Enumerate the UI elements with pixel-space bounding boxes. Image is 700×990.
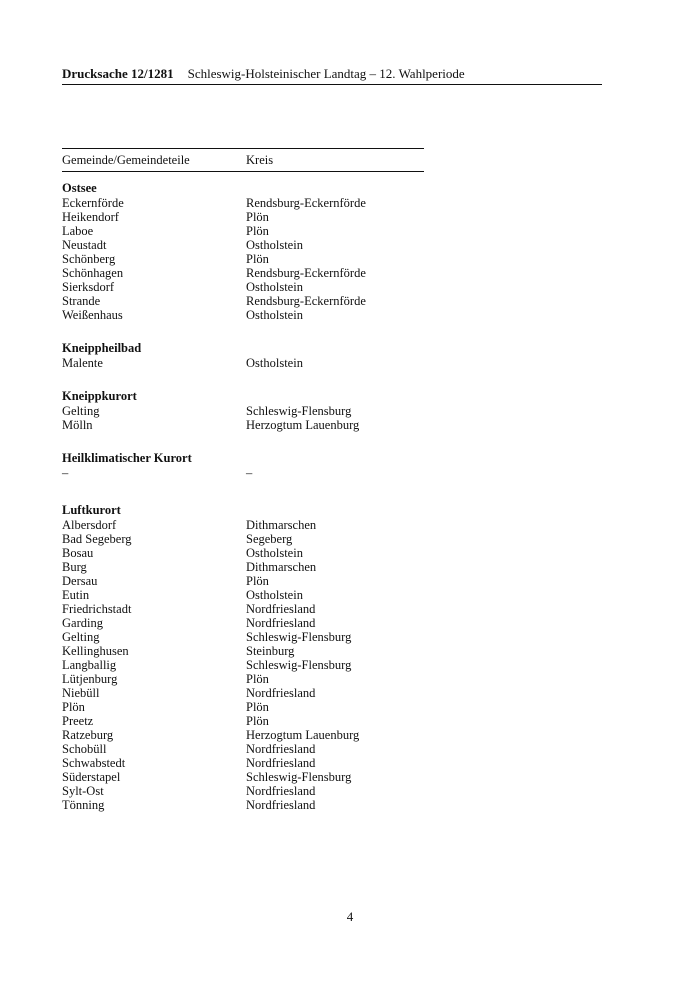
kreis-cell: Schleswig-Flensburg <box>246 404 352 418</box>
gemeinde-cell: Lütjenburg <box>62 672 118 686</box>
kreis-cell: Plön <box>246 672 269 686</box>
table-body <box>62 180 482 812</box>
table-row <box>62 238 482 252</box>
column-header-gemeinde: Gemeinde/Gemeindeteile <box>62 153 190 167</box>
table-row <box>62 770 482 784</box>
table-row <box>62 252 482 266</box>
section-title: Kneippkurort <box>62 389 137 403</box>
section-spacer <box>62 370 482 388</box>
gemeinde-cell: Niebüll <box>62 686 100 700</box>
kreis-cell: Plön <box>246 700 269 714</box>
kreis-cell: Herzogtum Lauenburg <box>246 418 360 432</box>
kreis-cell: Rendsburg-Eckernförde <box>246 266 366 280</box>
gemeinde-cell: Garding <box>62 616 103 630</box>
kreis-cell: Plön <box>246 210 269 224</box>
table-row <box>62 546 482 560</box>
table-row <box>62 294 482 308</box>
gemeinde-cell: – <box>62 466 69 480</box>
gemeinde-cell: Gelting <box>62 630 100 644</box>
kreis-cell: Plön <box>246 714 269 728</box>
kreis-cell: Schleswig-Flensburg <box>246 630 352 644</box>
table-row <box>62 574 482 588</box>
gemeinde-cell: Schobüll <box>62 742 107 756</box>
gemeinde-cell: Schönhagen <box>62 266 124 280</box>
kreis-cell: Ostholstein <box>246 238 303 252</box>
kreis-cell: Steinburg <box>246 644 295 658</box>
kreis-cell: Dithmarschen <box>246 518 317 532</box>
kreis-cell: Herzogtum Lauenburg <box>246 728 360 742</box>
kreis-cell: Segeberg <box>246 532 293 546</box>
kreis-cell: Nordfriesland <box>246 784 316 798</box>
gemeinde-cell: Ratzeburg <box>62 728 114 742</box>
table-header-rule <box>62 171 424 172</box>
gemeinde-cell: Kellinghusen <box>62 644 129 658</box>
kreis-cell: Nordfriesland <box>246 798 316 812</box>
header-rule <box>62 84 602 85</box>
gemeinde-cell: Weißenhaus <box>62 308 123 322</box>
kreis-cell: Plön <box>246 574 269 588</box>
table-row <box>62 266 482 280</box>
gemeinde-cell: Laboe <box>62 224 94 238</box>
table-row <box>62 532 482 546</box>
gemeinde-cell: Sylt-Ost <box>62 784 104 798</box>
section-spacer <box>62 322 482 340</box>
table-row <box>62 196 482 210</box>
gemeinde-cell: Süderstapel <box>62 770 121 784</box>
table-row <box>62 644 482 658</box>
document-header <box>62 66 602 82</box>
gemeinde-cell: Bad Segeberg <box>62 532 132 546</box>
kreis-cell: Ostholstein <box>246 546 303 560</box>
table-row <box>62 798 482 812</box>
gemeinde-cell: Heikendorf <box>62 210 119 224</box>
table-row <box>62 404 482 418</box>
gemeinde-cell: Schönberg <box>62 252 116 266</box>
section-title: Heilklimatischer Kurort <box>62 451 192 465</box>
section-title: Ostsee <box>62 181 97 195</box>
gemeinde-cell: Plön <box>62 700 85 714</box>
table-row <box>62 728 482 742</box>
gemeinde-cell: Eckernförde <box>62 196 124 210</box>
document-title: Schleswig-Holsteinischer Landtag – 12. Wahlperiode <box>187 66 465 81</box>
kreis-cell: Ostholstein <box>246 308 303 322</box>
kreis-cell: Nordfriesland <box>246 742 316 756</box>
table-row <box>62 630 482 644</box>
gemeinde-cell: Tönning <box>62 798 105 812</box>
page-number: 4 <box>346 909 354 924</box>
table-row <box>62 466 482 480</box>
table-row <box>62 560 482 574</box>
column-header-kreis: Kreis <box>246 153 274 167</box>
gemeinde-cell: Sierksdorf <box>62 280 115 294</box>
kreis-cell: – <box>246 466 253 480</box>
gemeinde-cell: Preetz <box>62 714 94 728</box>
table-row <box>62 672 482 686</box>
kreis-cell: Ostholstein <box>246 356 303 370</box>
table-row <box>62 742 482 756</box>
table-row <box>62 616 482 630</box>
gemeinde-cell: Schwabstedt <box>62 756 126 770</box>
kreis-cell: Plön <box>246 224 269 238</box>
kreis-cell: Dithmarschen <box>246 560 317 574</box>
table-row <box>62 224 482 238</box>
kreis-cell: Plön <box>246 252 269 266</box>
kreis-cell: Rendsburg-Eckernförde <box>246 294 366 308</box>
table-row <box>62 714 482 728</box>
kreis-cell: Nordfriesland <box>246 756 316 770</box>
gemeinde-cell: Gelting <box>62 404 100 418</box>
section-title: Luftkurort <box>62 503 121 517</box>
table-top-rule <box>62 148 424 149</box>
kreis-cell: Schleswig-Flensburg <box>246 658 352 672</box>
table-row <box>62 210 482 224</box>
kreis-cell: Nordfriesland <box>246 602 316 616</box>
table-row <box>62 700 482 714</box>
kreis-cell: Nordfriesland <box>246 686 316 700</box>
table-row <box>62 280 482 294</box>
table-row <box>62 308 482 322</box>
gemeinde-cell: Dersau <box>62 574 98 588</box>
table-row <box>62 518 482 532</box>
kreis-cell: Schleswig-Flensburg <box>246 770 352 784</box>
gemeinde-cell: Mölln <box>62 418 93 432</box>
gemeinde-cell: Langballig <box>62 658 117 672</box>
table-row <box>62 658 482 672</box>
table-row <box>62 356 482 370</box>
gemeinde-cell: Neustadt <box>62 238 107 252</box>
table-row <box>62 686 482 700</box>
section-spacer <box>62 480 482 502</box>
gemeinde-cell: Eutin <box>62 588 90 602</box>
kreis-cell: Rendsburg-Eckernförde <box>246 196 366 210</box>
table-row <box>62 418 482 432</box>
gemeinde-cell: Malente <box>62 356 103 370</box>
table-row <box>62 588 482 602</box>
gemeinde-cell: Bosau <box>62 546 94 560</box>
gemeinde-cell: Albersdorf <box>62 518 117 532</box>
section-spacer <box>62 432 482 450</box>
table-row <box>62 756 482 770</box>
kreis-cell: Ostholstein <box>246 280 303 294</box>
gemeinde-cell: Friedrichstadt <box>62 602 132 616</box>
table-row <box>62 784 482 798</box>
table-row <box>62 602 482 616</box>
gemeinde-cell: Strande <box>62 294 101 308</box>
document-id: Drucksache 12/1281 <box>62 66 174 81</box>
gemeinde-cell: Burg <box>62 560 87 574</box>
kreis-cell: Nordfriesland <box>246 616 316 630</box>
kreis-cell: Ostholstein <box>246 588 303 602</box>
section-title: Kneippheilbad <box>62 341 142 355</box>
